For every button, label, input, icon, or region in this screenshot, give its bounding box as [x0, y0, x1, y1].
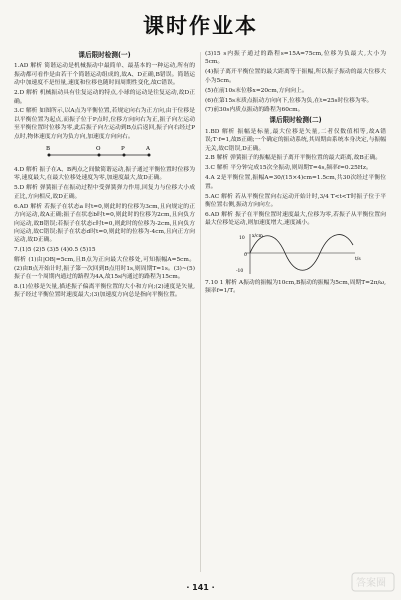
- page-number: · 141 ·: [186, 583, 215, 592]
- answer-item: 7.10 1 解析 A振动的振幅为10cm,B振动的振幅为5cm,周期T=2π/ω,频率f=1/T。: [205, 279, 386, 295]
- graph-x-label: t/s: [355, 256, 361, 262]
- answer-item: 2.B 解析 弹簧振子的振幅是振子离开平衡位置的最大距离,故B正确。: [205, 155, 382, 162]
- oscillator-diagram: [14, 143, 184, 163]
- section-heading-2: 课后限时检测(二): [269, 116, 322, 125]
- left-column: [14, 50, 195, 575]
- answer-item: (3)15 s内振子通过的路程s=15A=75cm,位移为负最大,大小为5cm。: [205, 51, 386, 66]
- answer-item: 6.AD 解析 若振子在状态a 时t=0,则此时的位移为3cm,且向规定的正方向运动,故A正确;振子在状态b时t=0,则此时的位移为2cm,且向负方向运动,故B错误;若振子在状态c时t=0,则此时的位移为-2cm,且向负方向运动,故C错误;振子在状态d时t=0,则此时的位移为-4cm,且向正方向运动,故D正确。: [14, 203, 195, 244]
- answer-item: 2.D 解析 机械振动具有往复运动的特点,小球的运动是往复运动,故D正确。: [14, 90, 195, 105]
- answer-item: 8.(1)位移是矢量,描述振子偏离平衡位置的大小和方向;(2)速度是矢量,振子经过平衡位置时速度最大;(3)加速度方向总是指向平衡位置。: [14, 283, 195, 299]
- answer-item: 7.(1)5 (2)5 (3)5 (4)0.5 (5)15: [14, 247, 96, 254]
- watermark-logo: [351, 572, 395, 596]
- graph-y-tick: 0: [244, 252, 247, 258]
- answer-item: (7)前30s内质点振动的路程为60cm。: [205, 107, 304, 114]
- answer-item: 1.AD 解析 简谐运动是机械振动中最简单、最基本的一种运动,所有的振动都可看作是由若干个简谐运动组成的,故A、D正确,B错误。简谐运动中加速度不是恒量,速度和位移也随时间周期性变化,故C错误。: [14, 63, 195, 87]
- answer-item: 4.D 解析 振子在A、B两点之间做简谐运动,振子通过平衡位置时位移为零,速度最大,在最大位移处速度为零,加速度最大,故D正确。: [14, 167, 195, 182]
- diagram-label-b: B: [46, 146, 51, 153]
- section-heading-1: 课后限时检测(一): [78, 51, 131, 59]
- answer-item: 3.C 解析 如图所示,以A点为平衡位置,若规定向右为正方向,由于位移是以平衡位置为起点,而振子位于P点时,位移方向向右为正,振子向左运动至平衡位置时位移为零,此后振子向左运动到B点后返回,振子向右经过P点时,物体速度方向为负方向,加速度方向向右。: [14, 108, 195, 140]
- graph-y-tick: -10: [236, 268, 244, 274]
- answer-item: (5)在前10s末位移x=20cm,方向向上。: [205, 87, 308, 94]
- sine-wave-graph: [205, 230, 375, 276]
- answer-item: 4.A 2是平衡位置,振幅A=30/(15×4)cm=1.5cm,共30次经过平衡位置。: [205, 175, 386, 190]
- right-column: [205, 50, 386, 575]
- answer-item: (4)振子离开平衡位置的最大距离等于振幅,所以振子振动的最大位移大小为5cm。: [205, 69, 386, 84]
- graph-y-tick: 10: [239, 235, 245, 241]
- answer-item: 6.AD 解析 振子在平衡位置时速度最大,位移为零,若振子从平衡位置向最大位移处运动,则加速度增大,速度减小。: [205, 211, 386, 227]
- watermark-text: 答案圈: [356, 578, 386, 589]
- answer-item: 5.AC 解析 若从平衡位置向右运动开始计时,3/4 T<t<T时振子位于平衡位置右侧,振动方向向左。: [205, 193, 386, 208]
- answer-item: 解析 (1)由|OB|=5cm,且B点为正向最大位移处,可知振幅A=5cm。(2)由B点开始计时,振子第一次回到B点用时1s,则周期T=1s。(3)~(5)振子在一个周期内通过的路程为4A,故15s内通过的路程为15cm。: [14, 257, 195, 280]
- page-title: 课时作业本: [143, 14, 258, 38]
- answer-item: (6)在第15s末质点振动方向向下,位移为负,在t=25s时位移为零。: [205, 97, 373, 104]
- diagram-label-p: P: [121, 146, 125, 153]
- diagram-label-o: O: [96, 146, 101, 153]
- diagram-label-a: A: [146, 146, 150, 153]
- answer-item: 1.BD 解析 振幅是标量,最大位移是矢量,二者仅数值相等,故A错误;T·f=1,故B正确;一个确定的振动系统,其周期由系统本身决定,与振幅无关,故C错误,D正确。: [205, 128, 386, 152]
- column-divider: [200, 52, 201, 572]
- answer-item: 5.D 解析 弹簧振子在振动过程中受弹簧弹力作用,回复力与位移大小成正比,方向相反,故D正确。: [14, 185, 195, 200]
- answer-item: 3.C 解析 平分钟完成15次全振动,则周期T=4s,频率f=0.25Hz。: [205, 165, 372, 172]
- graph-y-label: x/cm: [252, 233, 263, 239]
